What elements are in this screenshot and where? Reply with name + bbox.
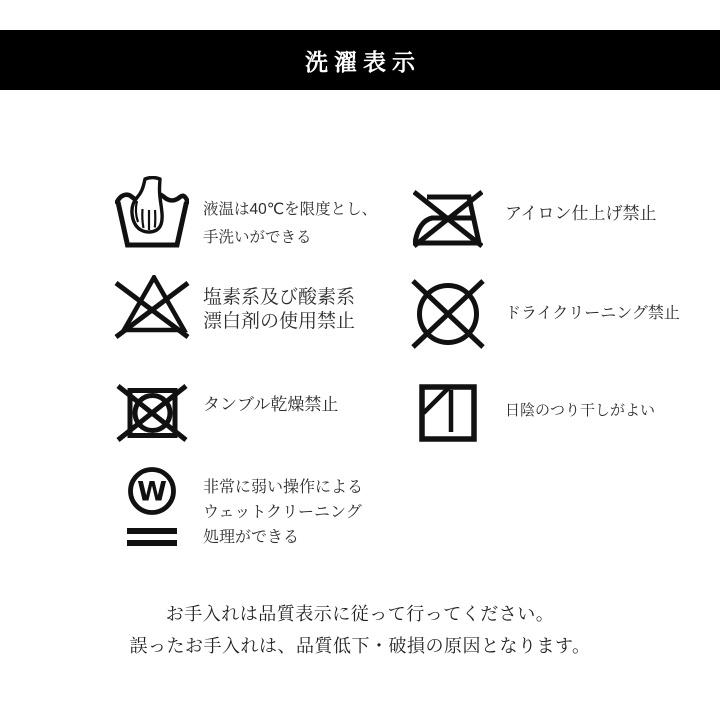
care-item-label [505, 302, 680, 326]
label-line: アイロン仕上げ禁止 [505, 204, 657, 223]
page-title: 洗濯表示 [305, 48, 421, 75]
care-item-label [203, 196, 377, 252]
page-header [0, 30, 720, 90]
care-note-line-1: お手入れは品質表示に従って行ってください。 [165, 604, 555, 624]
care-item-no-tumble-dry [114, 384, 338, 442]
care-item-no-bleach [114, 275, 355, 339]
no-bleach-icon [114, 275, 190, 339]
no-tumble-dry-icon [114, 384, 190, 442]
svg-text:W: W [137, 476, 167, 508]
label-line: 日陰のつり干しがよい [505, 402, 656, 419]
content [10, 0, 710, 720]
care-item-no-dry-cleaning [410, 279, 680, 349]
label-line: 手洗いができる [203, 229, 312, 246]
label-line: 非常に弱い操作による [203, 478, 364, 496]
care-item-gentle-wet-cleaning [114, 467, 363, 547]
label-line: 漂白剤の使用禁止 [203, 311, 356, 332]
care-item-label [505, 399, 655, 423]
care-item-label [203, 393, 338, 417]
label-line: ドライクリーニング禁止 [505, 305, 680, 322]
care-item-label [505, 202, 656, 226]
shade-hang-dry-icon [410, 384, 486, 442]
care-note [0, 598, 720, 662]
care-item-label [203, 286, 355, 334]
label-line: 塩素系及び酸素系 [203, 287, 356, 308]
care-item-label [203, 475, 363, 550]
label-line: ウェットクリーニング [203, 503, 362, 521]
label-line: タンブル乾燥禁止 [203, 395, 339, 414]
no-dry-cleaning-icon [410, 279, 486, 349]
gentle-wet-cleaning-icon [114, 467, 190, 547]
label-line: 処理ができる [203, 528, 300, 546]
label-line: 液温は40℃を限度とし、 [203, 201, 378, 218]
care-item-shade-hang-dry [410, 384, 655, 442]
care-note-line-2: 誤ったお手入れは、品質低下・破損の原因となります。 [129, 636, 591, 656]
care-item-no-iron [410, 188, 656, 250]
care-item-handwash [114, 176, 377, 248]
hand-wash-tub-icon [114, 176, 190, 248]
no-iron-icon [410, 188, 486, 250]
